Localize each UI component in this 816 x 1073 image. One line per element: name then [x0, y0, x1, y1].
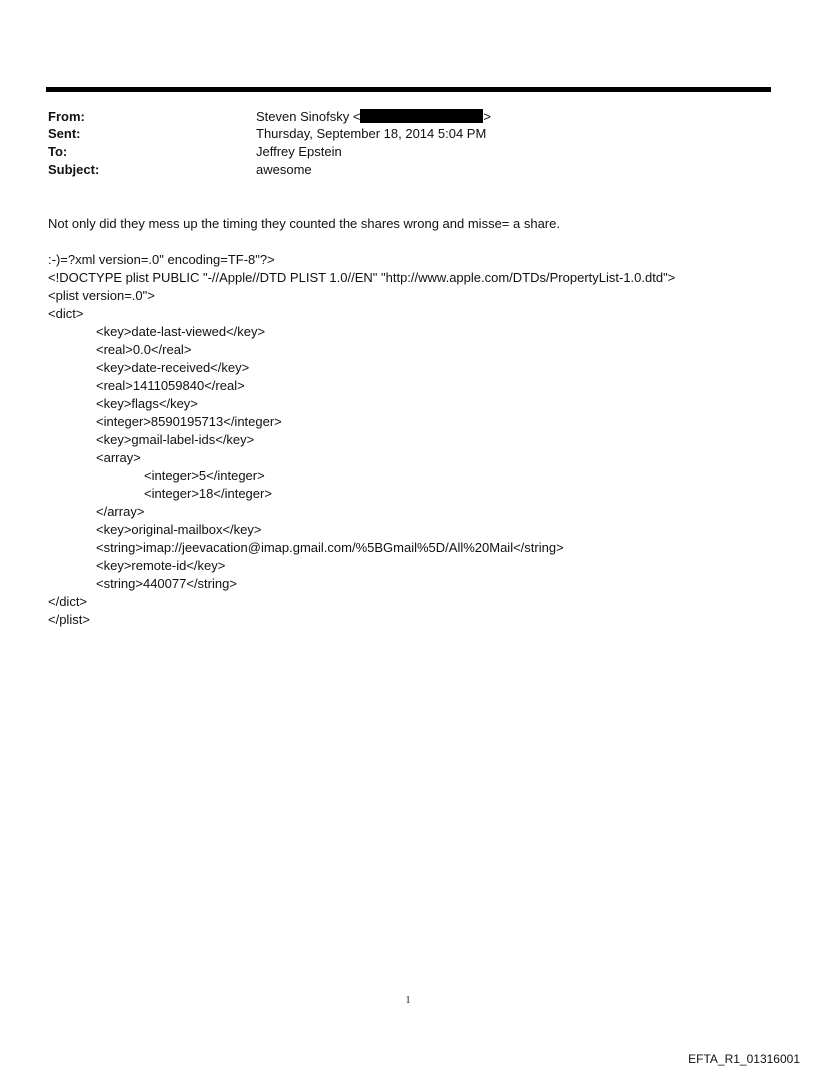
plist-line: </dict> — [48, 594, 88, 609]
plist-line: <real>0.0</real> — [96, 342, 192, 357]
plist-line: <!DOCTYPE plist PUBLIC "-//Apple//DTD PLIST 1.0//EN" "http://www.apple.com/DTDs/PropertyList-1.0.dtd"> — [48, 270, 676, 285]
plist-line: <string>440077</string> — [96, 576, 237, 591]
plist-line: <dict> — [48, 306, 84, 321]
to-label: To: — [48, 144, 68, 159]
plist-line: <key>original-mailbox</key> — [96, 522, 262, 537]
plist-line: <integer>8590195713</integer> — [96, 414, 282, 429]
from-close-bracket: > — [483, 109, 492, 124]
from-value — [256, 108, 491, 126]
redacted-email — [360, 109, 483, 123]
plist-line: <array> — [96, 450, 141, 465]
plist-line: <key>date-last-viewed</key> — [96, 324, 266, 339]
plist-line: <real>1411059840</real> — [96, 378, 245, 393]
plist-line: </plist> — [48, 612, 90, 627]
subject-label: Subject: — [48, 162, 100, 177]
plist-line: <key>date-received</key> — [96, 360, 250, 375]
header-divider — [46, 87, 771, 92]
plist-line: <key>flags</key> — [96, 396, 198, 411]
page-number: 1 — [405, 995, 411, 1006]
subject-value: awesome — [256, 162, 312, 177]
to-value: Jeffrey Epstein — [256, 144, 342, 159]
message-text: Not only did they mess up the timing they counted the shares wrong and misse= a share. — [48, 216, 560, 231]
plist-line: <integer>18</integer> — [144, 486, 272, 501]
sent-label: Sent: — [48, 126, 81, 141]
plist-line: <string>imap://jeevacation@imap.gmail.com/%5BGmail%5D/All%20Mail</string> — [96, 540, 564, 555]
plist-line: :-)=?xml version=.0" encoding=TF-8"?> — [48, 252, 275, 267]
plist-line: <key>remote-id</key> — [96, 558, 226, 573]
from-label: From: — [48, 109, 85, 124]
plist-line: <key>gmail-label-ids</key> — [96, 432, 255, 447]
plist-line: </array> — [96, 504, 145, 519]
from-name: Steven Sinofsky < — [256, 109, 361, 124]
sent-value: Thursday, September 18, 2014 5:04 PM — [256, 126, 487, 141]
plist-line: <integer>5</integer> — [144, 468, 265, 483]
bates-number: EFTA_R1_01316001 — [688, 1052, 800, 1066]
plist-line: <plist version=.0"> — [48, 288, 155, 303]
